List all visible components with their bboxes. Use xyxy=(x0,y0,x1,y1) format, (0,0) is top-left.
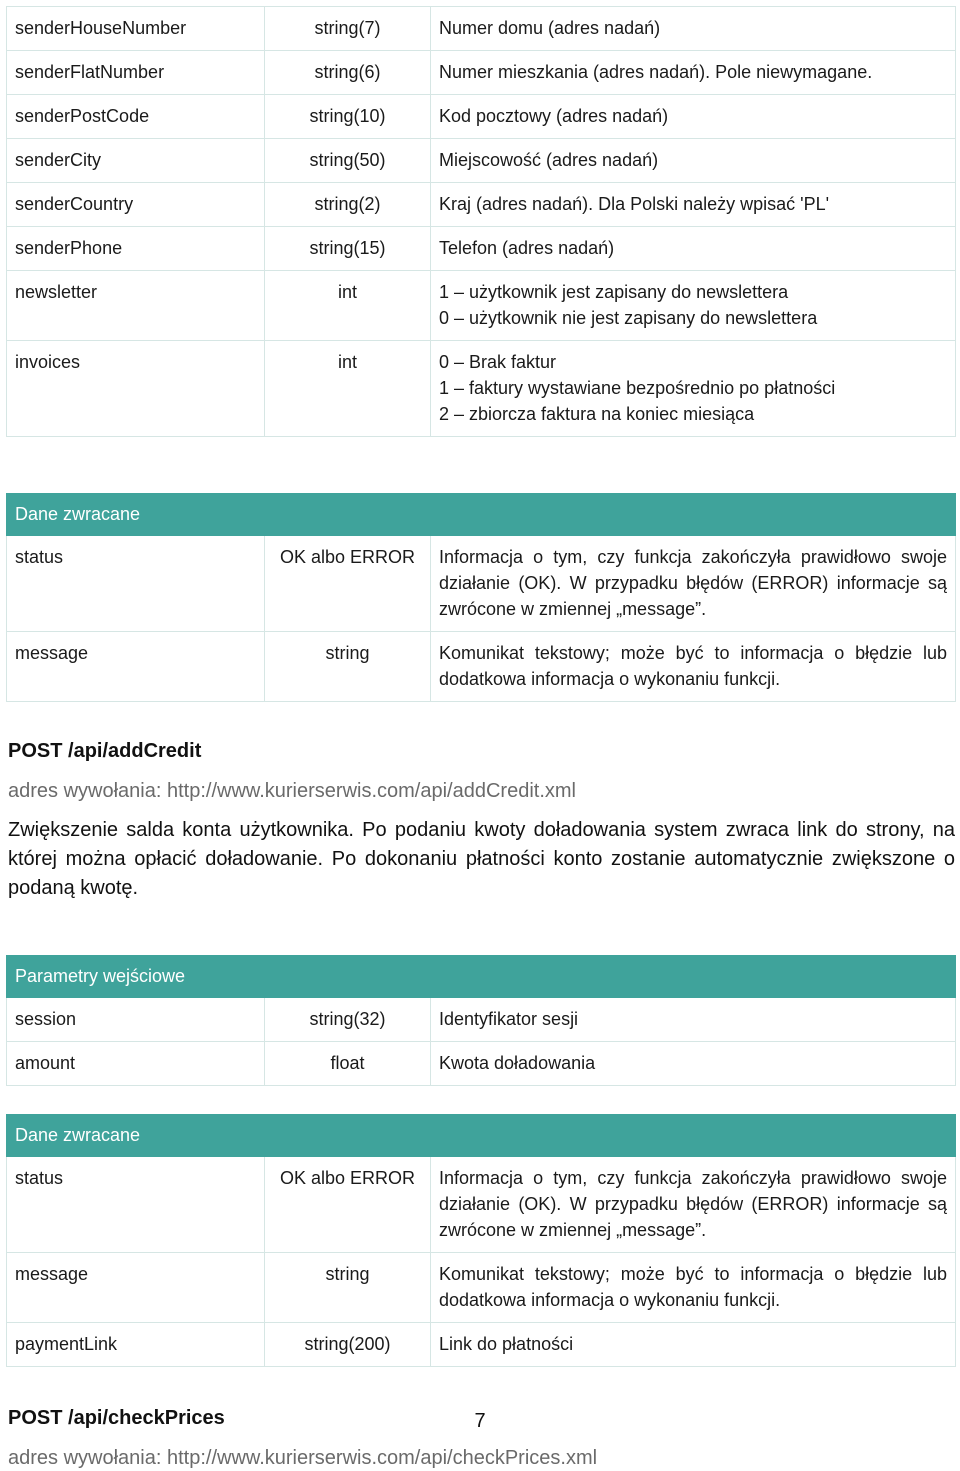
desc-line: 2 – zbiorcza faktura na koniec miesiąca xyxy=(439,404,755,424)
param-desc xyxy=(431,7,956,51)
param-type: string(200) xyxy=(265,1323,431,1367)
param-desc: Link do płatności xyxy=(431,1323,956,1367)
param-name: paymentLink xyxy=(7,1323,265,1367)
param-type: string(15) xyxy=(265,227,431,271)
param-name: senderCountry xyxy=(7,183,265,227)
desc-line: 1 – faktury wystawiane bezpośrednio po płatności xyxy=(439,378,836,398)
desc-line: 1 – użytkownik jest zapisany do newslettera xyxy=(439,282,789,302)
param-type: string(6) xyxy=(265,51,431,95)
param-type: string(50) xyxy=(265,139,431,183)
param-name: senderHouseNumber xyxy=(7,7,265,51)
param-type: int xyxy=(265,271,431,341)
param-type: string(2) xyxy=(265,183,431,227)
section-header: Dane zwracane xyxy=(7,494,956,536)
param-type: OK albo ERROR xyxy=(265,1157,431,1253)
desc-line: Numer domu (adres nadań) xyxy=(439,18,661,38)
returned-data-table xyxy=(6,1114,956,1367)
param-desc xyxy=(431,227,956,271)
table-row xyxy=(7,1253,956,1323)
param-type: string xyxy=(265,1253,431,1323)
param-desc: Informacja o tym, czy funkcja zakończyła prawidłowo swoje działanie (OK). W przypadku błędów (ERROR) informacje są zwrócone w zmiennej „message”. xyxy=(431,1157,956,1253)
param-desc xyxy=(431,271,956,341)
table-header-row xyxy=(7,1115,956,1157)
table-row xyxy=(7,7,956,51)
param-type: string xyxy=(265,632,431,702)
table-row xyxy=(7,998,956,1042)
table-row xyxy=(7,1323,956,1367)
table-row xyxy=(7,51,956,95)
table-row xyxy=(7,341,956,437)
param-desc: Informacja o tym, czy funkcja zakończyła prawidłowo swoje działanie (OK). W przypadku błędów (ERROR) informacje są zwrócone w zmiennej „message”. xyxy=(431,536,956,632)
param-name: senderPhone xyxy=(7,227,265,271)
param-desc xyxy=(431,95,956,139)
sender-params-table xyxy=(6,6,956,437)
table-row xyxy=(7,271,956,341)
param-name: senderFlatNumber xyxy=(7,51,265,95)
param-type: float xyxy=(265,1042,431,1086)
table-row xyxy=(7,139,956,183)
table-row xyxy=(7,536,956,632)
param-desc: Kwota doładowania xyxy=(431,1042,956,1086)
param-type: string(32) xyxy=(265,998,431,1042)
param-name: newsletter xyxy=(7,271,265,341)
input-params-table xyxy=(6,955,956,1086)
param-name: session xyxy=(7,998,265,1042)
param-type: int xyxy=(265,341,431,437)
endpoint-title: POST /api/addCredit xyxy=(8,740,202,762)
table-row xyxy=(7,632,956,702)
param-desc xyxy=(431,139,956,183)
desc-line: 0 – Brak faktur xyxy=(439,352,557,372)
table-row xyxy=(7,183,956,227)
desc-line: Kod pocztowy (adres nadań) xyxy=(439,106,669,126)
endpoint-address: adres wywołania: http://www.kurierserwis.com/api/checkPrices.xml xyxy=(8,1447,598,1469)
param-desc: Komunikat tekstowy; może być to informacja o błędzie lub dodatkowa informacja o wykonaniu funkcji. xyxy=(431,1253,956,1323)
endpoint-address: adres wywołania: http://www.kurierserwis.com/api/addCredit.xml xyxy=(8,780,576,802)
endpoint-description: Zwiększenie salda konta użytkownika. Po podaniu kwoty doładowania system zwraca link do strony, na której można opłacić doładowanie. Po dokonaniu płatności konto zostanie automatycznie zwiększone o podaną kwotę. xyxy=(8,819,955,899)
param-type: string(10) xyxy=(265,95,431,139)
param-name: message xyxy=(7,632,265,702)
param-name: status xyxy=(7,1157,265,1253)
table-row xyxy=(7,1157,956,1253)
desc-line: Miejscowość (adres nadań) xyxy=(439,150,659,170)
table-row xyxy=(7,227,956,271)
param-type: OK albo ERROR xyxy=(265,536,431,632)
param-name: senderCity xyxy=(7,139,265,183)
param-desc xyxy=(431,183,956,227)
param-name: senderPostCode xyxy=(7,95,265,139)
desc-line: Numer mieszkania (adres nadań). Pole niewymagane. xyxy=(439,62,873,82)
param-name: status xyxy=(7,536,265,632)
desc-line: 0 – użytkownik nie jest zapisany do newslettera xyxy=(439,308,818,328)
param-desc: Identyfikator sesji xyxy=(431,998,956,1042)
document-page xyxy=(6,6,955,1471)
returned-data-table xyxy=(6,493,956,702)
table-row xyxy=(7,95,956,139)
table-header-row xyxy=(7,494,956,536)
param-desc: Komunikat tekstowy; może być to informacja o błędzie lub dodatkowa informacja o wykonaniu funkcji. xyxy=(431,632,956,702)
section-header: Parametry wejściowe xyxy=(7,956,956,998)
section-header: Dane zwracane xyxy=(7,1115,956,1157)
param-desc xyxy=(431,51,956,95)
param-desc xyxy=(431,341,956,437)
param-name: amount xyxy=(7,1042,265,1086)
param-name: invoices xyxy=(7,341,265,437)
param-type: string(7) xyxy=(265,7,431,51)
page-number: 7 xyxy=(474,1410,486,1432)
endpoint-title: POST /api/checkPrices xyxy=(8,1407,225,1429)
table-row xyxy=(7,1042,956,1086)
desc-line: Kraj (adres nadań). Dla Polski należy wpisać 'PL' xyxy=(439,194,830,214)
param-name: message xyxy=(7,1253,265,1323)
desc-line: Telefon (adres nadań) xyxy=(439,238,615,258)
table-header-row xyxy=(7,956,956,998)
